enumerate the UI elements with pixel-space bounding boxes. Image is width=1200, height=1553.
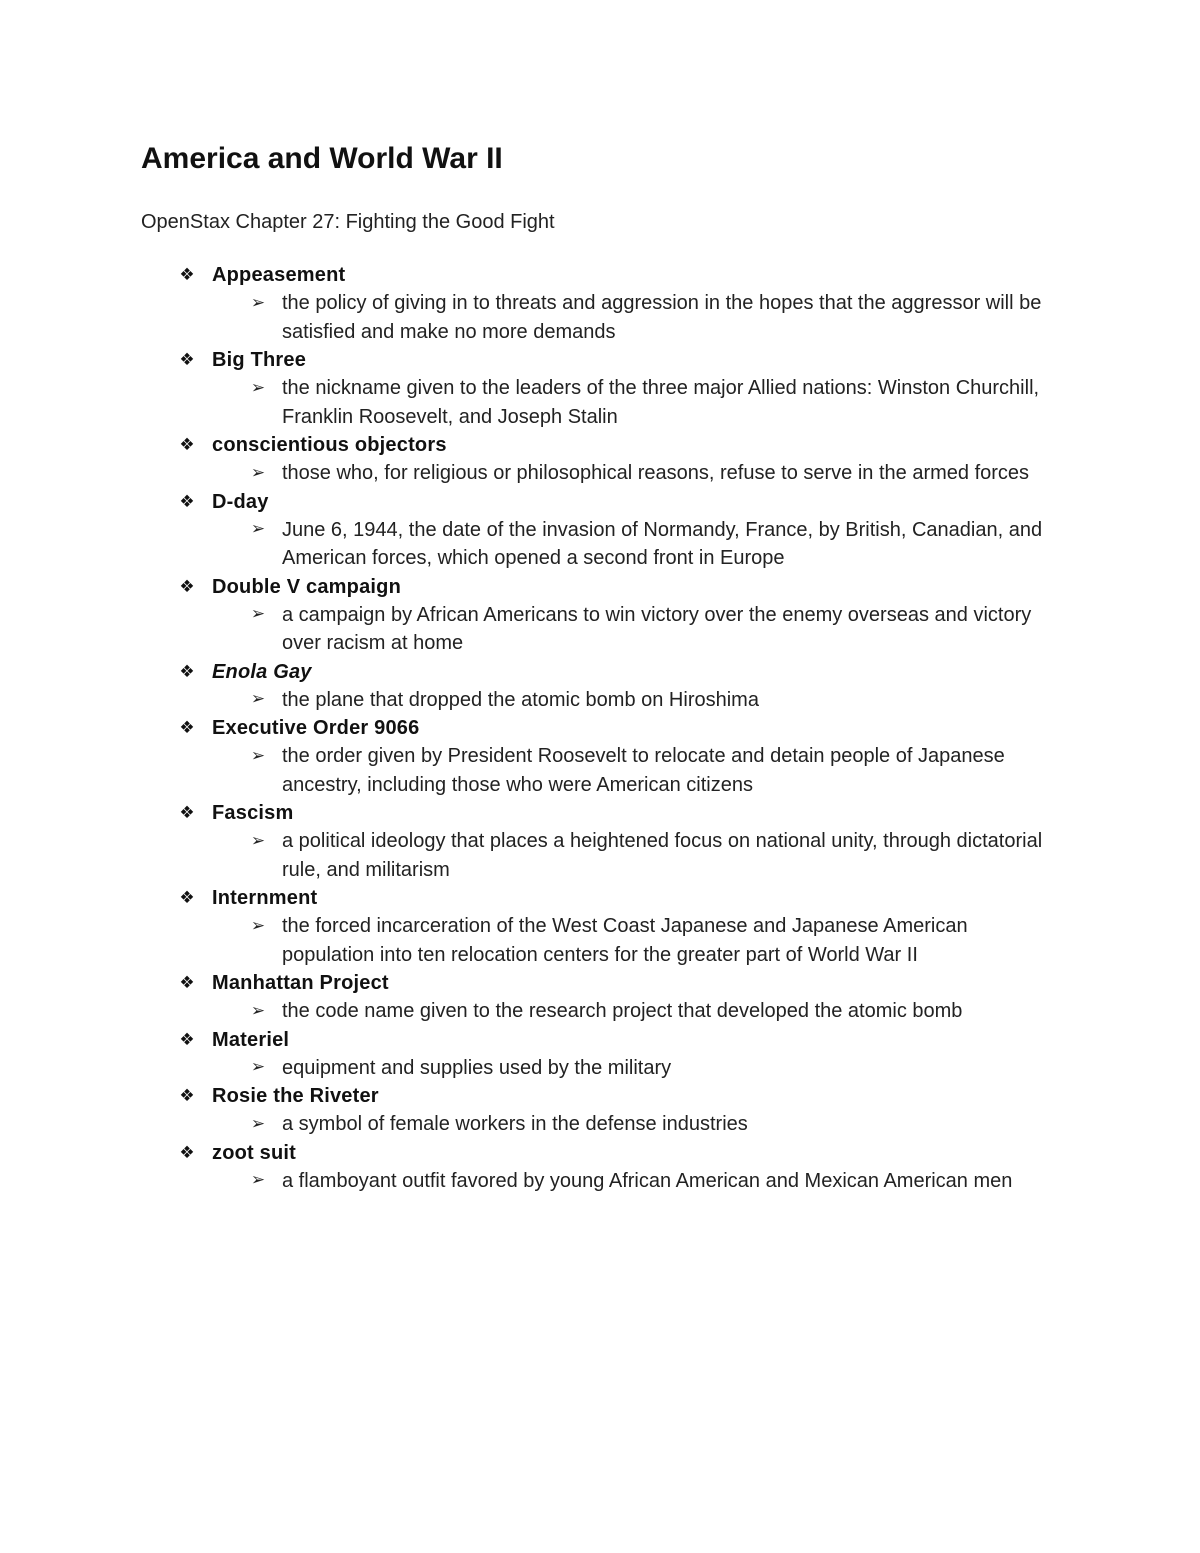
arrow-bullet-icon: ➢ — [250, 745, 266, 766]
glossary-term: Manhattan Project — [212, 972, 389, 994]
diamond-bullet-icon: ❖ — [179, 888, 195, 908]
glossary-item — [141, 658, 1061, 715]
glossary-term: conscientious objectors — [212, 434, 447, 456]
diamond-bullet-icon: ❖ — [179, 803, 195, 823]
glossary-list — [141, 261, 1061, 1195]
glossary-definition — [212, 686, 1061, 715]
glossary-item — [141, 969, 1061, 1026]
glossary-term: Rosie the Riveter — [212, 1085, 379, 1107]
diamond-bullet-icon: ❖ — [179, 1029, 195, 1050]
glossary-definition-text: a symbol of female workers in the defense industries — [282, 1113, 748, 1135]
diamond-bullet-icon: ❖ — [179, 973, 195, 993]
glossary-definition-text: the plane that dropped the atomic bomb on Hiroshima — [282, 688, 759, 711]
glossary-definition — [212, 601, 1061, 658]
glossary-definition-text: the forced incarceration of the West Coast Japanese and Japanese American population into ten relocation centers for the greater part of World War II — [282, 915, 968, 966]
diamond-bullet-icon: ❖ — [179, 435, 195, 455]
arrow-bullet-icon: ➢ — [250, 689, 266, 710]
arrow-bullet-icon: ➢ — [250, 830, 266, 851]
glossary-term: Double V campaign — [212, 575, 401, 598]
glossary-definition-text: the nickname given to the leaders of the three major Allied nations: Winston Churchill, Franklin Roosevelt, and Joseph Stalin — [282, 377, 1040, 428]
glossary-definition — [212, 1054, 1061, 1083]
glossary-definition-text: a flamboyant outfit favored by young African American and Mexican American men — [282, 1169, 1013, 1192]
glossary-definition — [212, 1110, 1061, 1139]
diamond-bullet-icon: ❖ — [179, 350, 195, 370]
arrow-bullet-icon: ➢ — [250, 604, 266, 625]
glossary-item — [141, 488, 1061, 573]
page-title: America and World War II — [141, 142, 503, 175]
arrow-bullet-icon: ➢ — [250, 1057, 266, 1078]
arrow-bullet-icon: ➢ — [250, 1113, 266, 1134]
document-page — [141, 139, 1061, 1195]
glossary-item — [141, 884, 1061, 969]
glossary-definition-text: the policy of giving in to threats and aggression in the hopes that the aggressor will be satisfied and make no more demands — [282, 292, 1042, 343]
diamond-bullet-icon: ❖ — [179, 1142, 195, 1163]
glossary-term: D-day — [212, 490, 269, 513]
glossary-term: Internment — [212, 887, 318, 909]
arrow-bullet-icon: ➢ — [250, 462, 266, 483]
glossary-definition-text: June 6, 1944, the date of the invasion of Normandy, France, by British, Canadian, and American forces, which opened a second front in Europe — [282, 518, 1043, 569]
glossary-item — [141, 573, 1061, 658]
arrow-bullet-icon: ➢ — [250, 1000, 266, 1021]
glossary-item — [141, 431, 1061, 488]
glossary-definition — [212, 1167, 1061, 1196]
diamond-bullet-icon: ❖ — [179, 718, 195, 738]
glossary-definition-text: a political ideology that places a heightened focus on national unity, through dictatorial rule, and militarism — [282, 830, 1043, 881]
glossary-definition — [212, 912, 1061, 969]
diamond-bullet-icon: ❖ — [179, 576, 195, 597]
arrow-bullet-icon: ➢ — [250, 292, 266, 313]
arrow-bullet-icon: ➢ — [250, 519, 266, 540]
glossary-term: Enola Gay — [212, 660, 312, 683]
glossary-definition — [212, 742, 1061, 799]
arrow-bullet-icon: ➢ — [250, 915, 266, 936]
glossary-item — [141, 1139, 1061, 1196]
glossary-item — [141, 714, 1061, 799]
glossary-definition-text: a campaign by African Americans to win victory over the enemy overseas and victory over racism at home — [282, 603, 1032, 654]
diamond-bullet-icon: ❖ — [179, 491, 195, 512]
glossary-definition — [212, 827, 1061, 884]
glossary-term: Materiel — [212, 1028, 290, 1051]
glossary-item — [141, 1082, 1061, 1139]
glossary-item — [141, 799, 1061, 884]
glossary-term: Big Three — [212, 349, 307, 371]
glossary-item — [141, 1026, 1061, 1083]
glossary-definition-text: equipment and supplies used by the military — [282, 1056, 672, 1079]
arrow-bullet-icon: ➢ — [250, 1170, 266, 1191]
glossary-item — [141, 261, 1061, 346]
glossary-definition — [212, 516, 1061, 573]
glossary-term: Appeasement — [212, 264, 346, 286]
glossary-term: Executive Order 9066 — [212, 717, 420, 739]
glossary-term: Fascism — [212, 802, 294, 824]
diamond-bullet-icon: ❖ — [179, 1086, 195, 1106]
glossary-definition — [212, 997, 1061, 1026]
diamond-bullet-icon: ❖ — [179, 265, 195, 285]
glossary-definition — [212, 289, 1061, 346]
glossary-definition — [212, 374, 1061, 431]
glossary-definition-text: the order given by President Roosevelt to relocate and detain people of Japanese ancestry, including those who were American citizens — [282, 745, 1005, 796]
page-subtitle: OpenStax Chapter 27: Fighting the Good Fight — [141, 211, 555, 233]
glossary-definition-text: those who, for religious or philosophical reasons, refuse to serve in the armed forces — [282, 462, 1030, 484]
glossary-definition — [212, 459, 1061, 488]
glossary-item — [141, 346, 1061, 431]
arrow-bullet-icon: ➢ — [250, 377, 266, 398]
diamond-bullet-icon: ❖ — [179, 661, 195, 682]
glossary-definition-text: the code name given to the research project that developed the atomic bomb — [282, 1000, 963, 1022]
glossary-term: zoot suit — [212, 1141, 297, 1164]
